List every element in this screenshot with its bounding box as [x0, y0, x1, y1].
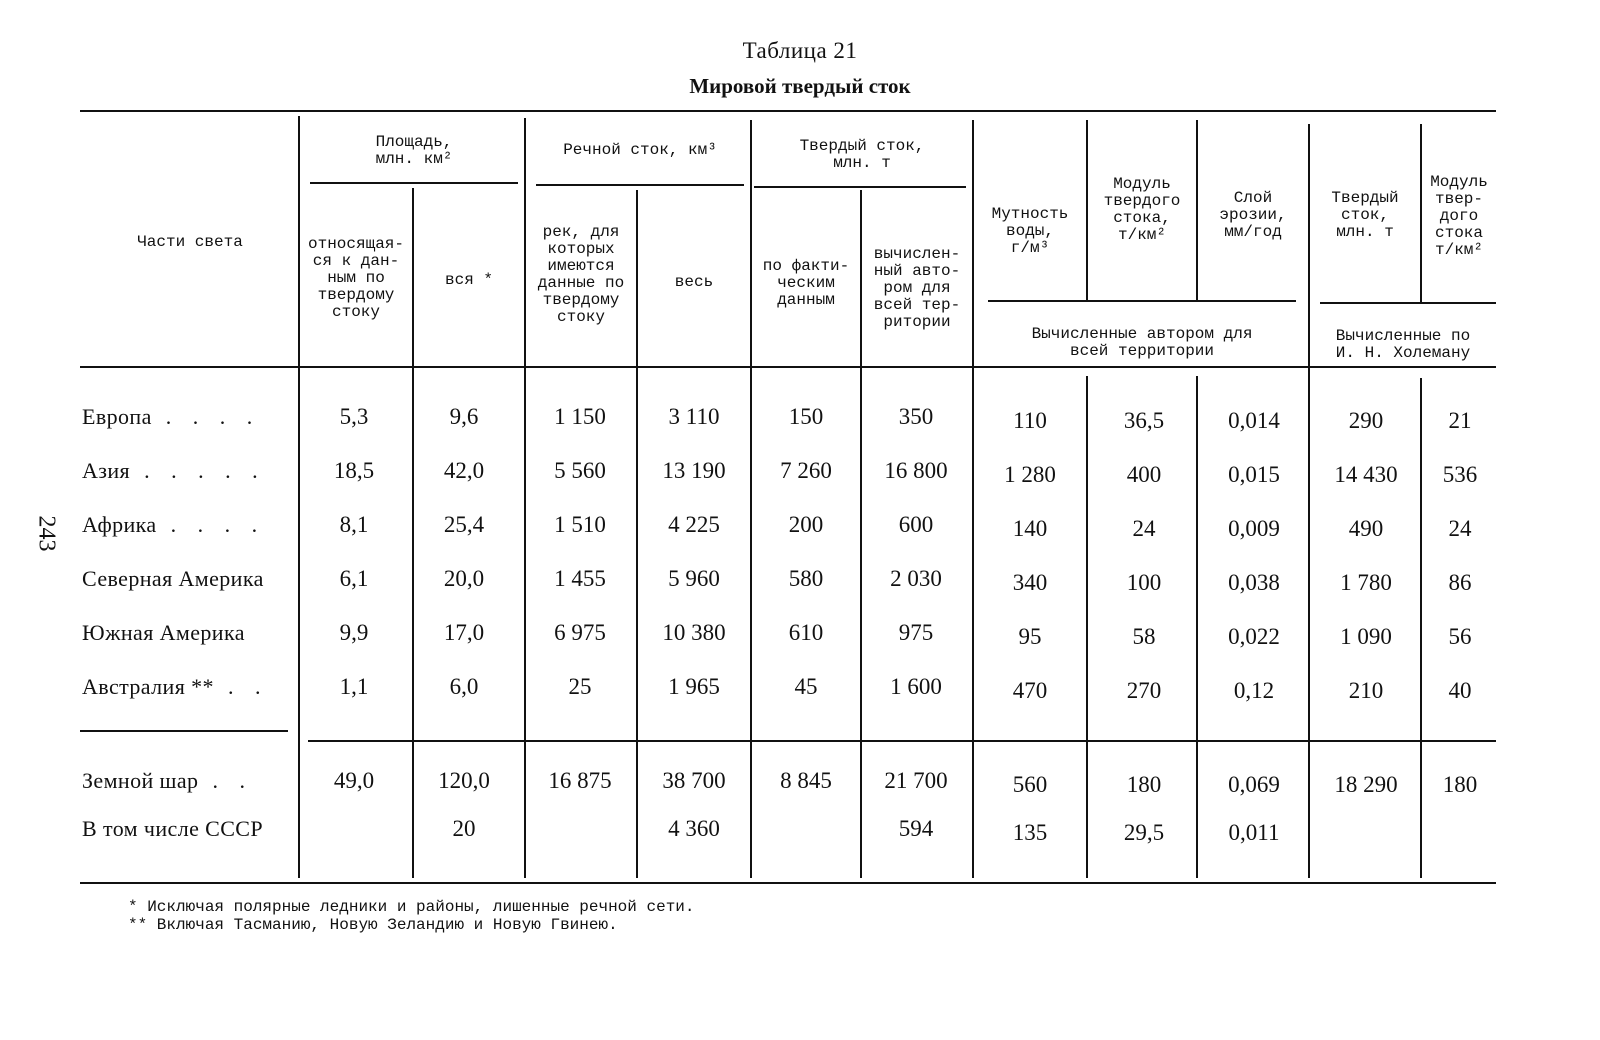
col-divider-8b	[1086, 376, 1088, 878]
solid-group-rule	[754, 186, 966, 188]
header-author-note: Вычисленные автором для всей территории	[1031, 325, 1253, 360]
row-3-label	[82, 566, 264, 592]
row-4-cell-1: 17,0	[443, 620, 485, 645]
total-row-1-cell-3: 4 360	[668, 816, 720, 841]
row-3-cell-4: 580	[788, 566, 824, 591]
row-1-cell-8: 0,015	[1228, 462, 1280, 487]
row-0-cell-1: 9,6	[449, 404, 479, 429]
row-3-name: Северная Америка	[82, 566, 264, 591]
row-2-cell-10: 24	[1448, 516, 1472, 541]
row-0-cell-3: 3 110	[668, 404, 720, 429]
header-area-related: относящая- ся к дан- ным по твердому стоку	[307, 235, 404, 321]
total-row-1-cell-8: 0,011	[1228, 820, 1280, 845]
row-0-cell-5: 350	[898, 404, 934, 429]
total-row-0-cell-6: 560	[1012, 772, 1048, 797]
row-1-cell-6: 1 280	[1004, 462, 1056, 487]
header-modulus: Модуль твердого стока, т/км²	[1103, 175, 1181, 244]
area-group-rule	[310, 182, 518, 184]
row-5-cell-0: 1,1	[339, 674, 369, 699]
col-divider-11b	[1420, 378, 1422, 878]
total-row-0-cell-0: 49,0	[333, 768, 375, 793]
row-4-cell-3: 10 380	[662, 620, 726, 645]
row-1-cell-7: 400	[1126, 462, 1162, 487]
row-5-cell-6: 470	[1012, 678, 1048, 703]
row-5-cell-9: 210	[1348, 678, 1384, 703]
row-0-label	[82, 404, 260, 430]
row-5-name: Австралия **	[82, 674, 214, 699]
row-3-cell-6: 340	[1012, 570, 1048, 595]
row-2-cell-8: 0,009	[1228, 516, 1280, 541]
row-3-cell-9: 1 780	[1340, 570, 1392, 595]
bottom-rule	[80, 882, 1496, 884]
header-river-all: весь	[674, 273, 714, 291]
total-row-0-cell-8: 0,069	[1228, 772, 1280, 797]
row-2-cell-3: 4 225	[668, 512, 720, 537]
row-5-leader-dots: . .	[227, 674, 269, 699]
header-area-group: Площадь, млн. км²	[375, 133, 453, 168]
row-4-cell-4: 610	[788, 620, 824, 645]
total-row-0-name: Земной шар	[82, 768, 199, 793]
row-0-name: Европа	[82, 404, 152, 429]
col-divider-4	[636, 190, 638, 878]
row-2-cell-0: 8,1	[339, 512, 369, 537]
row-1-cell-0: 18,5	[333, 458, 375, 483]
header-hol-solid: Твердый сток, млн. т	[1331, 189, 1399, 241]
row-5-cell-5: 1 600	[890, 674, 942, 699]
row-1-cell-1: 42,0	[443, 458, 485, 483]
row-5-cell-4: 45	[794, 674, 818, 699]
total-row-0-cell-10: 180	[1442, 772, 1478, 797]
row-1-cell-3: 13 190	[662, 458, 726, 483]
row-5-cell-10: 40	[1448, 678, 1472, 703]
row-3-cell-5: 2 030	[890, 566, 942, 591]
river-group-rule	[536, 184, 744, 186]
total-row-1-cell-1: 20	[452, 816, 476, 841]
totals-rule	[308, 740, 1496, 742]
col-divider-1	[298, 116, 300, 878]
row-0-cell-4: 150	[788, 404, 824, 429]
row-4-name: Южная Америка	[82, 620, 245, 645]
row-0-cell-6: 110	[1013, 408, 1047, 433]
header-erosion: Слой эрозии, мм/год	[1219, 189, 1287, 241]
row-1-cell-10: 536	[1442, 462, 1478, 487]
row-1-cell-2: 5 560	[554, 458, 606, 483]
row-2-cell-6: 140	[1012, 516, 1048, 541]
row-2-cell-5: 600	[898, 512, 934, 537]
header-turbidity: Мутность воды, г/м³	[991, 205, 1069, 257]
header-bottom-rule	[80, 366, 1496, 368]
row-5-cell-1: 6,0	[449, 674, 479, 699]
row-4-cell-9: 1 090	[1340, 624, 1392, 649]
row-3-cell-0: 6,1	[339, 566, 369, 591]
col-divider-5	[750, 120, 752, 878]
row-5-label	[82, 674, 268, 700]
row-1-cell-9: 14 430	[1334, 462, 1398, 487]
col-divider-9b	[1196, 376, 1198, 878]
row-5-cell-3: 1 965	[668, 674, 720, 699]
header-parts: Части света	[137, 233, 243, 251]
row-2-leader-dots: . . . .	[170, 512, 266, 537]
row-2-cell-1: 25,4	[443, 512, 485, 537]
header-river-rivers: рек, для которых имеются данные по твердому стоку	[537, 223, 625, 326]
total-row-0-cell-9: 18 290	[1334, 772, 1398, 797]
author-note-rule	[988, 300, 1296, 302]
header-solid-calc: вычислен- ный авто- ром для всей тер- ритории	[873, 245, 961, 331]
totals-rule-left	[80, 730, 288, 732]
row-2-cell-4: 200	[788, 512, 824, 537]
total-row-0-cell-3: 38 700	[662, 768, 726, 793]
row-0-cell-7: 36,5	[1123, 408, 1165, 433]
row-3-cell-3: 5 960	[668, 566, 720, 591]
row-1-cell-4: 7 260	[780, 458, 832, 483]
row-0-cell-0: 5,3	[339, 404, 369, 429]
row-3-cell-7: 100	[1126, 570, 1162, 595]
row-0-leader-dots: . . . .	[165, 404, 261, 429]
row-0-cell-10: 21	[1448, 408, 1472, 433]
row-3-cell-8: 0,038	[1228, 570, 1280, 595]
row-3-cell-2: 1 455	[554, 566, 606, 591]
hol-note-rule	[1320, 302, 1496, 304]
row-1-name: Азия	[82, 458, 131, 483]
footnote-1: * Исключая полярные ледники и районы, лишенные речной сети.	[128, 898, 695, 916]
header-river-group: Речной сток, км³	[563, 141, 717, 159]
row-5-cell-8: 0,12	[1233, 678, 1275, 703]
header-solid-actual: по факти- ческим данным	[762, 257, 850, 309]
row-4-cell-0: 9,9	[339, 620, 369, 645]
row-2-label	[82, 512, 265, 538]
page-number: 243	[33, 515, 60, 552]
row-2-cell-9: 490	[1348, 516, 1384, 541]
row-4-label	[82, 620, 245, 646]
row-3-cell-1: 20,0	[443, 566, 485, 591]
total-row-0-label	[82, 768, 253, 794]
table-title: Мировой твердый сток	[689, 74, 911, 98]
total-row-1-cell-6: 135	[1012, 820, 1048, 845]
row-4-cell-8: 0,022	[1228, 624, 1280, 649]
total-row-0-cell-7: 180	[1126, 772, 1162, 797]
footnote-2: ** Включая Тасманию, Новую Зеландию и Новую Гвинею.	[128, 916, 618, 934]
table-number: Таблица 21	[742, 38, 858, 63]
total-row-0-cell-1: 120,0	[438, 768, 490, 793]
row-1-label	[82, 458, 266, 484]
header-hol-modulus: Модуль твер- дого стока т/км²	[1430, 173, 1488, 259]
row-4-cell-2: 6 975	[554, 620, 606, 645]
row-3-cell-10: 86	[1448, 570, 1472, 595]
total-row-0-leader-dots: . .	[212, 768, 253, 793]
row-5-cell-2: 25	[568, 674, 592, 699]
row-0-cell-8: 0,014	[1228, 408, 1280, 433]
top-rule	[80, 110, 1496, 112]
row-4-cell-7: 58	[1132, 624, 1156, 649]
total-row-0-cell-5: 21 700	[884, 768, 948, 793]
row-1-leader-dots: . . . . .	[144, 458, 266, 483]
total-row-0-cell-2: 16 875	[548, 768, 612, 793]
row-2-cell-2: 1 510	[554, 512, 606, 537]
total-row-1-cell-7: 29,5	[1123, 820, 1165, 845]
row-4-cell-6: 95	[1018, 624, 1042, 649]
total-row-0-cell-4: 8 845	[780, 768, 832, 793]
row-4-cell-5: 975	[898, 620, 934, 645]
row-2-name: Африка	[82, 512, 157, 537]
total-row-1-name: В том числе СССР	[82, 816, 264, 841]
header-solid-group: Твердый сток, млн. т	[799, 137, 925, 172]
total-row-1-label	[82, 816, 263, 842]
row-4-cell-10: 56	[1448, 624, 1472, 649]
total-row-1-cell-5: 594	[898, 816, 934, 841]
row-5-cell-7: 270	[1126, 678, 1162, 703]
header-area-all: вся *	[444, 271, 493, 289]
row-1-cell-5: 16 800	[884, 458, 948, 483]
row-0-cell-9: 290	[1348, 408, 1384, 433]
row-2-cell-7: 24	[1132, 516, 1156, 541]
header-hol-note: Вычисленные по И. Н. Холеману	[1335, 327, 1471, 362]
row-0-cell-2: 1 150	[554, 404, 606, 429]
